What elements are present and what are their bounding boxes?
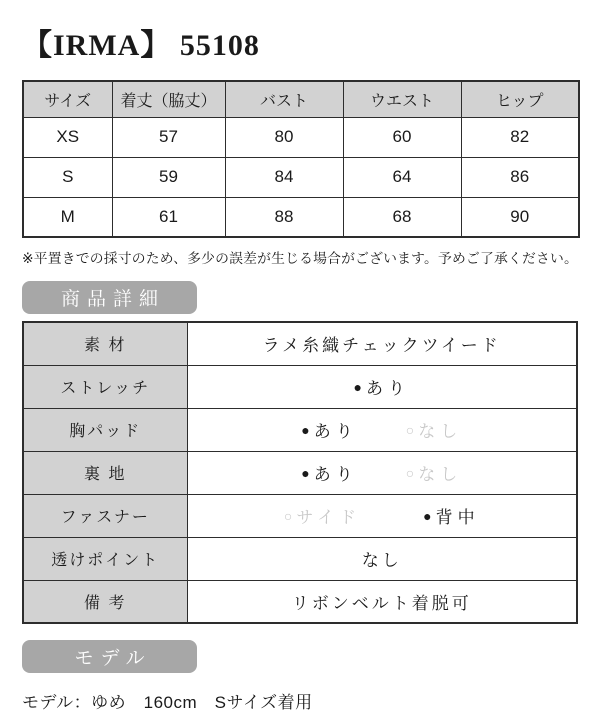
model-badge: モデル: [22, 640, 197, 673]
option-selected: [301, 417, 357, 442]
detail-label: 素 材: [23, 322, 187, 365]
option-text: なし: [418, 465, 463, 484]
empty-circle-icon: ○: [405, 421, 415, 438]
option-text: あり: [313, 465, 358, 484]
detail-label: 裏 地: [23, 451, 187, 494]
size-value: 80: [225, 117, 343, 157]
size-value: 60: [343, 117, 461, 157]
option-selected: [423, 503, 479, 528]
size-value: 64: [343, 157, 461, 197]
detail-label: ファスナー: [23, 494, 187, 537]
empty-circle-icon: ○: [405, 464, 415, 481]
model-info-text: モデル：ゆめ 160cm Sサイズ着用: [22, 693, 313, 712]
option-text: あり: [313, 422, 358, 441]
detail-row-chest-pad: [23, 408, 577, 451]
detail-row-fastener: [23, 494, 577, 537]
size-value: 88: [225, 197, 343, 237]
detail-row-material: [23, 322, 577, 365]
option-selected: [301, 460, 357, 485]
filled-circle-icon: ●: [423, 507, 432, 524]
detail-row-lining: [23, 451, 577, 494]
detail-row-sheer-point: [23, 537, 577, 580]
size-table-header-size: サイズ: [23, 81, 112, 117]
option-unselected: [284, 503, 361, 528]
size-value: 68: [343, 197, 461, 237]
size-label: XS: [23, 117, 112, 157]
detail-label: 胸パッド: [23, 408, 187, 451]
empty-circle-icon: ○: [283, 507, 293, 524]
size-value: 59: [112, 157, 225, 197]
size-table-row-m: [23, 197, 579, 237]
size-value: 57: [112, 117, 225, 157]
detail-label: ストレッチ: [23, 365, 187, 408]
option-text: あり: [365, 379, 410, 398]
size-table-row-xs: [23, 117, 579, 157]
product-details-table: [22, 321, 578, 624]
size-value: 90: [461, 197, 579, 237]
size-table-row-s: [23, 157, 579, 197]
detail-value: ラメ糸織チェックツイード: [187, 322, 577, 365]
size-table-header-bust: バスト: [225, 81, 343, 117]
detail-value: なし: [187, 537, 577, 580]
size-value: 82: [461, 117, 579, 157]
detail-row-stretch: [23, 365, 577, 408]
detail-value: リボンベルト着脱可: [187, 580, 577, 623]
size-table: [22, 80, 580, 238]
size-table-header-length: 着丈（脇丈）: [112, 81, 225, 117]
option-text: サイド: [296, 508, 362, 527]
option-selected: [354, 374, 410, 399]
detail-row-remarks: [23, 580, 577, 623]
filled-circle-icon: ●: [353, 378, 362, 395]
size-value: 61: [112, 197, 225, 237]
filled-circle-icon: ●: [301, 464, 310, 481]
page-title: 【IRMA】 55108: [22, 29, 260, 62]
size-table-header-row: [23, 81, 579, 117]
size-table-header-waist: ウエスト: [343, 81, 461, 117]
detail-label: 備 考: [23, 580, 187, 623]
option-unselected: [406, 460, 462, 485]
size-value: 84: [225, 157, 343, 197]
product-details-badge: 商品詳細: [22, 281, 197, 314]
option-unselected: [406, 417, 462, 442]
detail-label: 透けポイント: [23, 537, 187, 580]
filled-circle-icon: ●: [301, 421, 310, 438]
option-text: 背中: [435, 508, 480, 527]
option-text: なし: [418, 422, 463, 441]
size-label: S: [23, 157, 112, 197]
size-label: M: [23, 197, 112, 237]
size-table-header-hip: ヒップ: [461, 81, 579, 117]
size-value: 86: [461, 157, 579, 197]
measurement-disclaimer: ※平置きでの採寸のため、多少の誤差が生じる場合がございます。予めご了承ください。: [22, 251, 578, 266]
